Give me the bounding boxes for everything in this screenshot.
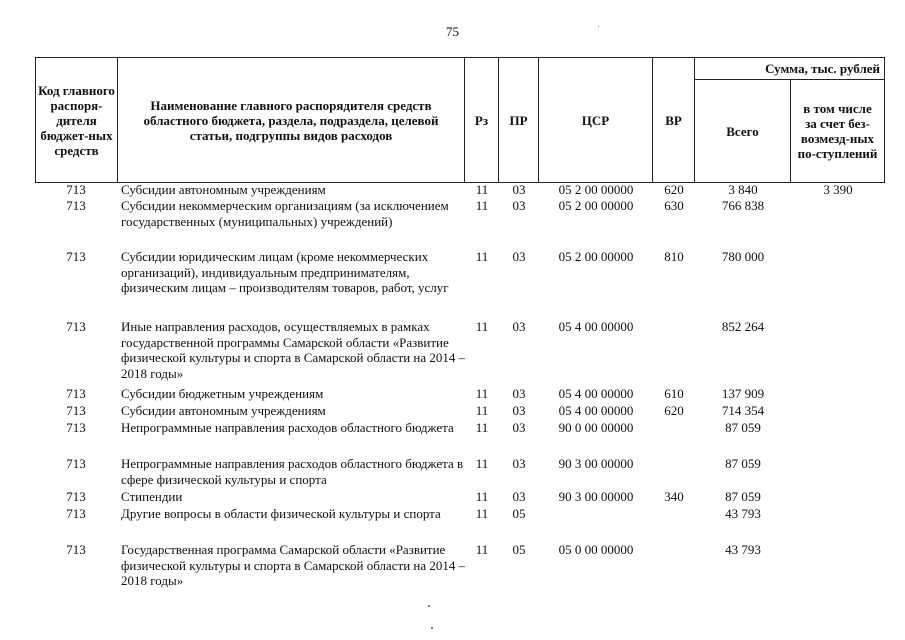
header-csr: ЦСР [538, 57, 653, 183]
header-code: Код главного распоря-дителя бюджет-ных средств [35, 57, 118, 183]
cell-total: 87 059 [725, 489, 761, 504]
cell-pr: 03 [512, 182, 526, 197]
cell-total: 43 793 [725, 506, 761, 521]
cell-name: Иные направления расходов, осуществляемых в рамках государственной программы Самарской области «Развитие физической культуры и спорта в Самарской области на 2014 – 2018 годы» [121, 319, 466, 381]
cell-code: 713 [66, 456, 86, 471]
cell-csr: 90 3 00 00000 [558, 456, 634, 471]
cell-total: 87 059 [725, 456, 761, 471]
cell-total: 766 838 [721, 198, 765, 213]
cell-name: Субсидии бюджетным учреждениям [121, 386, 324, 401]
cell-name: Субсидии автономным учреждениям [121, 403, 326, 418]
cell-rz: 11 [475, 319, 489, 334]
cell-name: Субсидии юридическим лицам (кроме некоммерческих организаций), индивидуальным предпринимателям, физическим лицам – производителям товаров, работ, услуг [121, 249, 449, 295]
cell-total: 852 264 [721, 319, 765, 334]
cell-csr: 05 0 00 00000 [558, 542, 634, 557]
cell-csr: 90 3 00 00000 [558, 489, 634, 504]
cell-vr: 620 [664, 403, 684, 418]
cell-pr: 03 [512, 456, 526, 471]
cell-code: 713 [66, 198, 86, 213]
cell-total: 87 059 [725, 420, 761, 435]
cell-name: Субсидии автономным учреждениям [121, 182, 326, 197]
header-grant: в том числе за счет без-возмезд-ных по-ступлений [790, 79, 885, 183]
cell-rz: 11 [475, 182, 489, 197]
cell-code: 713 [66, 489, 86, 504]
cell-total: 714 354 [721, 403, 765, 418]
cell-total: 780 000 [721, 249, 765, 264]
cell-vr: 620 [664, 182, 684, 197]
cell-code: 713 [66, 542, 86, 557]
cell-name: Непрограммные направления расходов областного бюджета [121, 420, 454, 435]
cell-pr: 03 [512, 489, 526, 504]
cell-rz: 11 [475, 403, 489, 418]
cell-csr: 05 2 00 00000 [558, 182, 634, 197]
cell-vr: 630 [664, 198, 684, 213]
cell-total: 3 840 [728, 182, 758, 197]
cell-rz: 11 [475, 489, 489, 504]
cell-vr: 810 [664, 249, 684, 264]
cell-rz: 11 [475, 506, 489, 521]
header-total: Всего [694, 79, 791, 183]
cell-pr: 03 [512, 198, 526, 213]
cell-code: 713 [66, 506, 86, 521]
cell-code: 713 [66, 182, 86, 197]
cell-rz: 11 [475, 456, 489, 471]
header-name: Наименование главного распорядителя средств областного бюджета, раздела, подраздела, целевой статьи, подгруппы видов расходов [117, 57, 465, 183]
cell-name: Стипендии [121, 489, 183, 504]
cell-name: Непрограммные направления расходов областного бюджета в сфере физической культуры и спорта [121, 456, 464, 487]
header-vr: ВР [652, 57, 695, 183]
cell-csr: 05 4 00 00000 [558, 386, 634, 401]
cell-name: Субсидии некоммерческим организациям (за исключением государственных (муниципальных) учреждений) [121, 198, 449, 229]
header-sum-group: Сумма, тыс. рублей [694, 57, 885, 80]
cell-code: 713 [66, 249, 86, 264]
cell-code: 713 [66, 386, 86, 401]
cell-code: 713 [66, 403, 86, 418]
page-number: 75 [446, 24, 459, 39]
cell-total: 43 793 [725, 542, 761, 557]
cell-code: 713 [66, 319, 86, 334]
cell-total: 137 909 [721, 386, 765, 401]
cell-rz: 11 [475, 542, 489, 557]
header-pr: ПР [498, 57, 539, 183]
cell-csr: 05 4 00 00000 [558, 319, 634, 334]
cell-pr: 03 [512, 386, 526, 401]
cell-csr: 05 2 00 00000 [558, 249, 634, 264]
header-rz: Рз [464, 57, 499, 183]
cell-pr: 03 [512, 249, 526, 264]
cell-rz: 11 [475, 198, 489, 213]
cell-pr: 05 [512, 506, 526, 521]
cell-pr: 03 [512, 420, 526, 435]
cell-pr: 05 [512, 542, 526, 557]
cell-pr: 03 [512, 319, 526, 334]
scan-dot [428, 605, 430, 607]
cell-name: Другие вопросы в области физической культуры и спорта [121, 506, 441, 521]
scan-dot [431, 627, 433, 629]
cell-rz: 11 [475, 249, 489, 264]
cell-csr: 05 4 00 00000 [558, 403, 634, 418]
cell-csr: 05 2 00 00000 [558, 198, 634, 213]
cell-csr: 90 0 00 00000 [558, 420, 634, 435]
cell-name: Государственная программа Самарской области «Развитие физической культуры и спорта в Самарской области на 2014 – 2018 годы» [121, 542, 466, 588]
cell-grant: 3 390 [823, 182, 853, 197]
scan-dot [598, 26, 599, 27]
cell-rz: 11 [475, 386, 489, 401]
cell-pr: 03 [512, 403, 526, 418]
cell-vr: 610 [664, 386, 684, 401]
cell-code: 713 [66, 420, 86, 435]
cell-rz: 11 [475, 420, 489, 435]
cell-vr: 340 [664, 489, 684, 504]
